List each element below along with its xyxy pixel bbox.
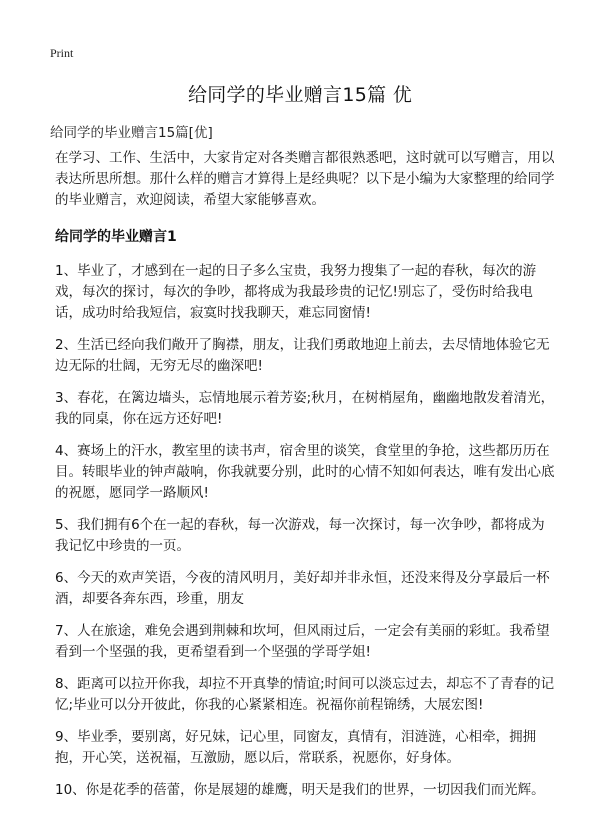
intro-paragraph: 在学习、工作、生活中，大家肯定对各类赠言都很熟悉吧，这时就可以写赠言，用以表达所思所想。那什么样的赠言才算得上是经典呢？以下是小编为大家整理的给同学的毕业赠言，欢迎阅读，希望大家能够喜欢。 bbox=[55, 150, 555, 208]
list-item: 8、距离可以拉开你我，却拉不开真挚的情谊;时间可以淡忘过去，却忘不了青春的记忆;毕业可以分开彼此，你我的心紧紧相连。祝福你前程锦绣，大展宏图! bbox=[55, 676, 555, 713]
document-subtitle: 给同学的毕业赠言15篇[优] bbox=[50, 125, 213, 141]
list-item: 9、毕业季，要别离，好兄妹，记心里，同窗友，真情有，泪涟涟，心相牵，拥拥抱，开心笑，送祝福，互激励，愿以后，常联系，祝愿你，好身体。 bbox=[55, 729, 537, 766]
list-item: 10、你是花季的蓓蕾，你是展翅的雄鹰，明天是我们的世界，一切因我们而光辉。 bbox=[55, 782, 545, 798]
list-item: 6、今天的欢声笑语，今夜的清风明月，美好却并非永恒，还没来得及分享最后一杯酒，却要各奔东西，珍重，朋友 bbox=[55, 570, 550, 607]
list-item: 7、人在旅途，难免会遇到荆棘和坎坷，但风雨过后，一定会有美丽的彩虹。我希望看到一个坚强的我，更希望看到一个坚强的学哥学姐! bbox=[55, 623, 550, 660]
list-item: 1、毕业了，才感到在一起的日子多么宝贵，我努力搜集了一起的春秋，每次的游戏，每次的探讨，每次的争吵，都将成为我最珍贵的记忆!别忘了，受伤时给我电话，成功时给我短信，寂寞时找我聊天，难忘同窗情! bbox=[55, 263, 537, 321]
document-body bbox=[55, 148, 555, 812]
document-title: 给同学的毕业赠言15篇 优 bbox=[187, 84, 413, 106]
list-item: 4、赛场上的汗水，教室里的读书声，宿舍里的谈笑，食堂里的争抢，这些都历历在目。转眼毕业的钟声敲响，你我就要分别，此时的心情不知如何表达，唯有发出心底的祝愿，愿同学一路顺风! bbox=[55, 443, 555, 501]
section-heading: 给同学的毕业赠言1 bbox=[55, 229, 177, 245]
list-item: 3、春花，在篱边墙头，忘情地展示着芳姿;秋月，在树梢屋角，幽幽地散发着清光，我的同桌，你在远方还好吧! bbox=[55, 390, 555, 427]
print-label[interactable]: Print bbox=[50, 46, 74, 60]
list-item: 5、我们拥有6个在一起的春秋，每一次游戏，每一次探讨，每一次争吵，都将成为我记忆中珍贵的一页。 bbox=[55, 517, 545, 554]
list-item: 2、生活已经向我们敞开了胸襟，朋友，让我们勇敢地迎上前去，去尽情地体验它无边无际的壮阔，无穷无尽的幽深吧! bbox=[55, 337, 550, 374]
